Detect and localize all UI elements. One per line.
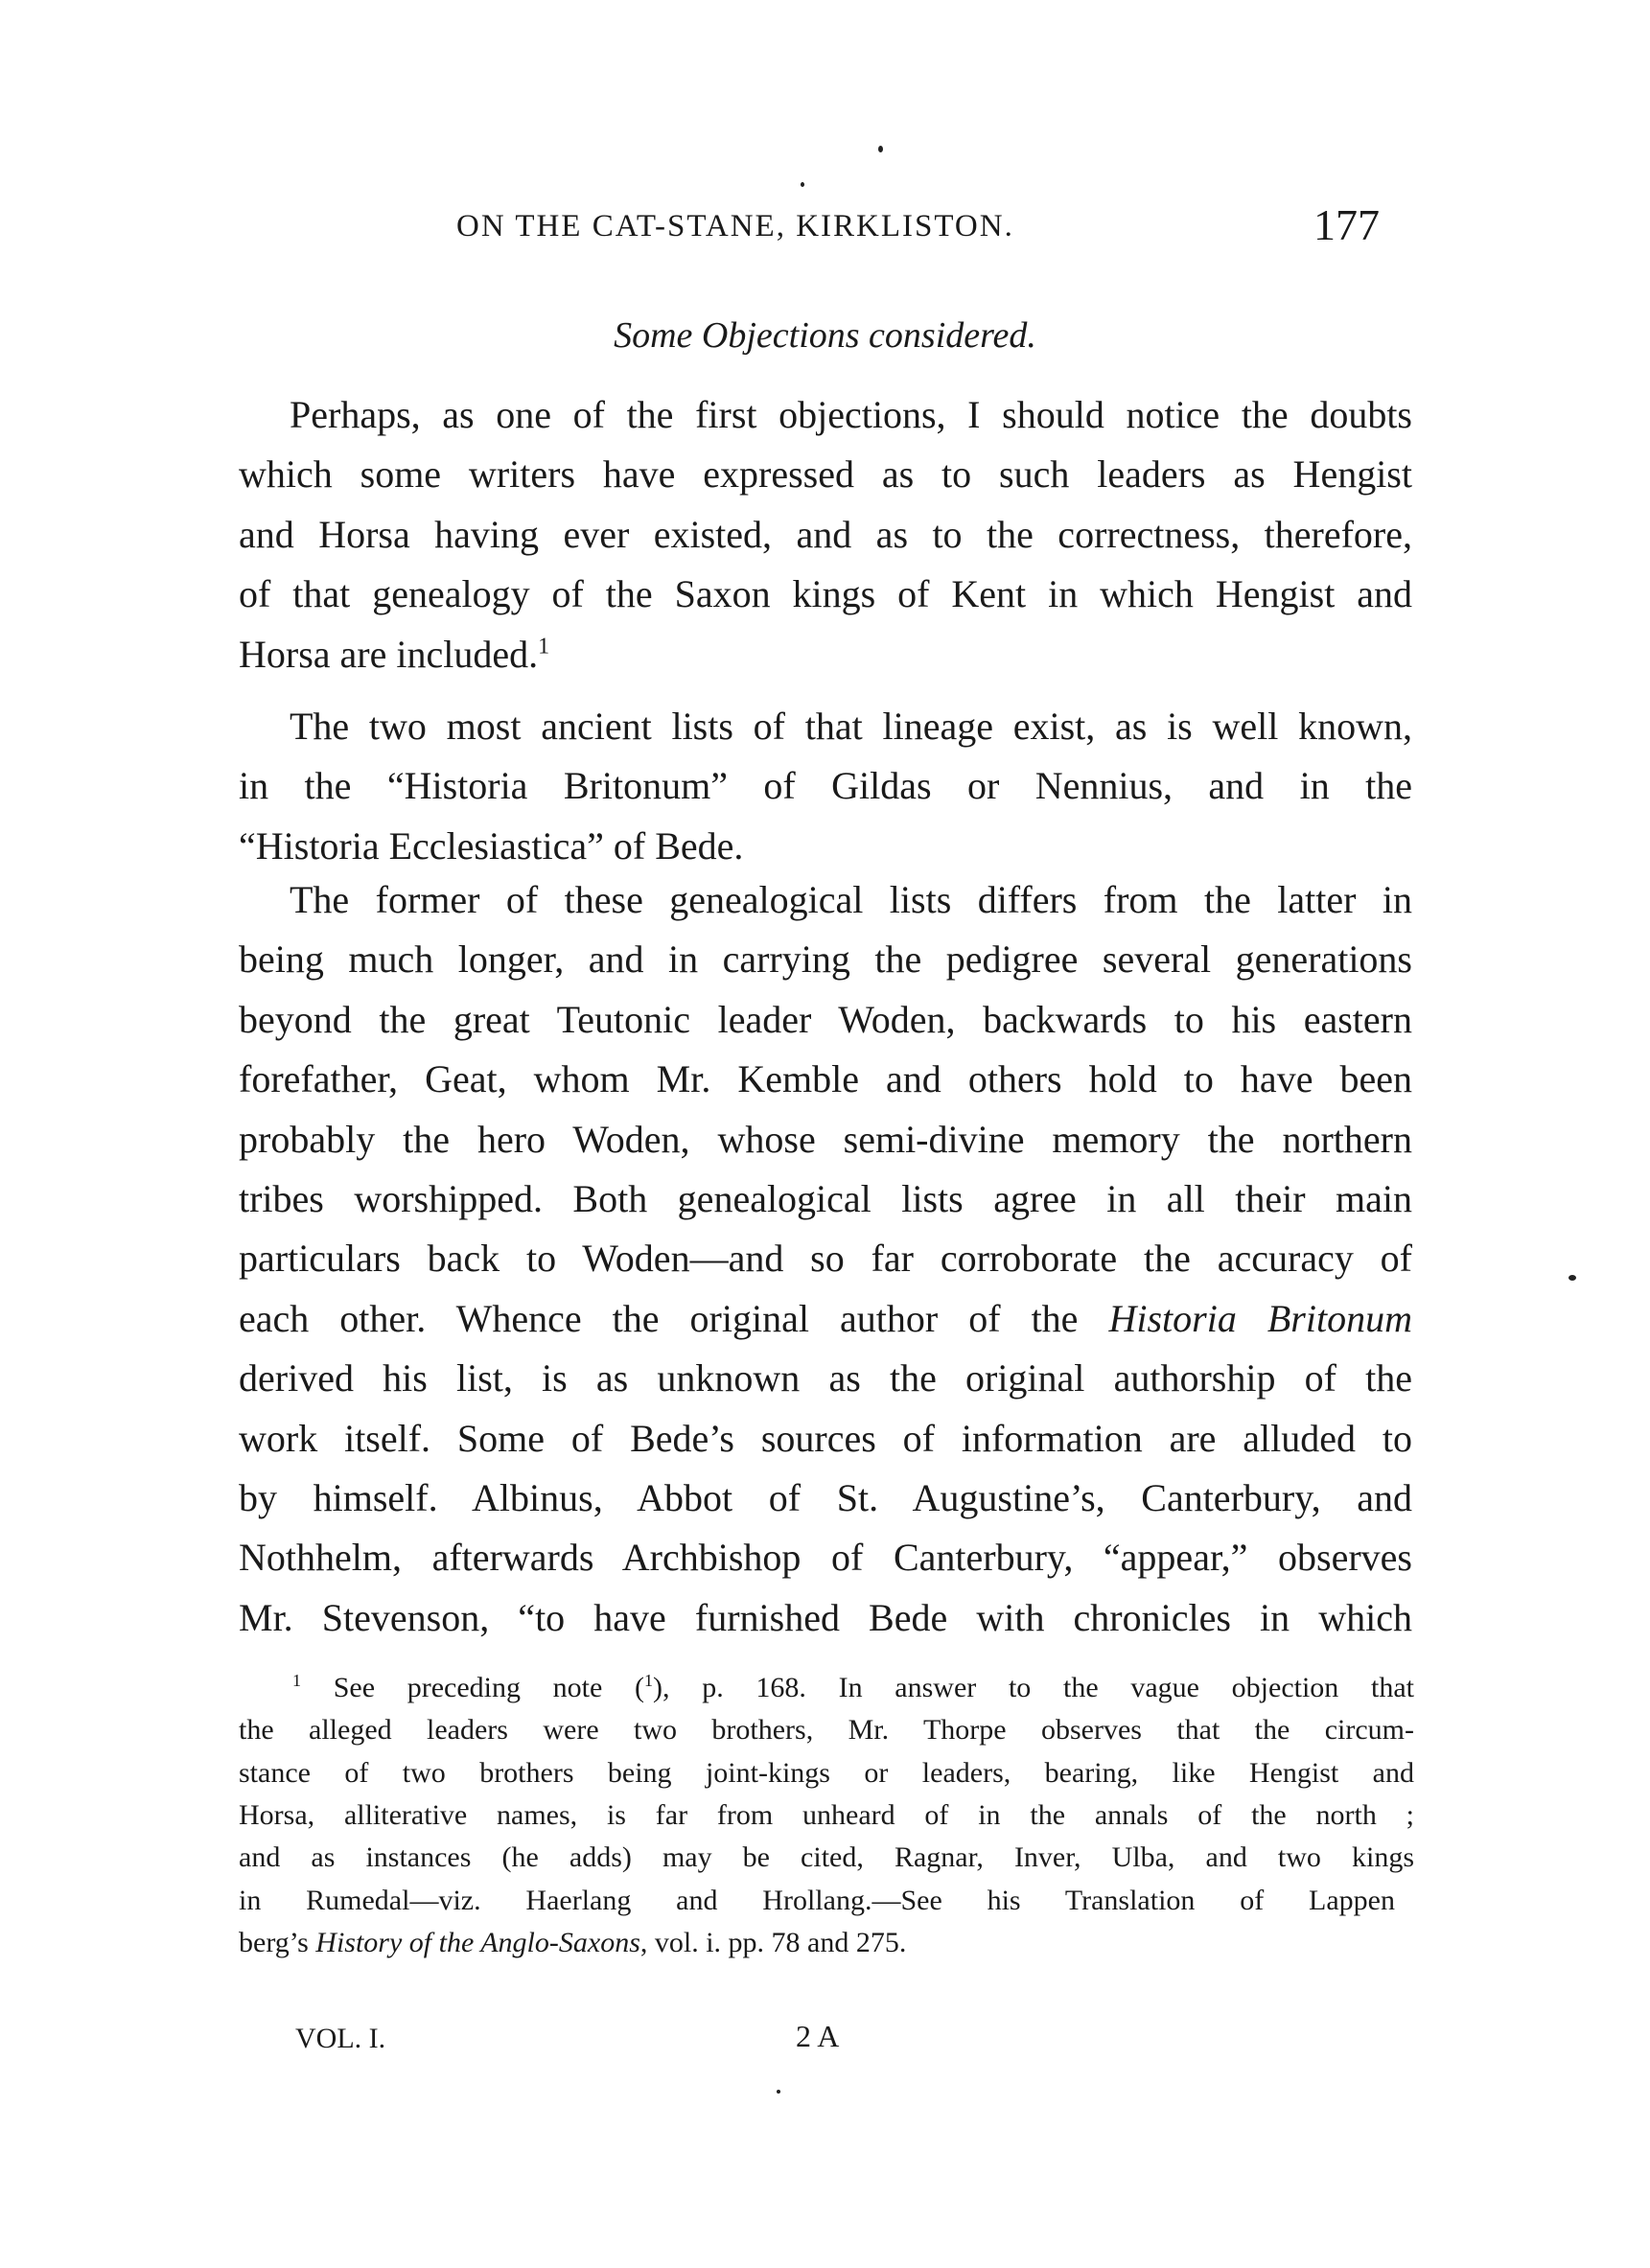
text-line [239,936,1412,984]
text-run: by himself. Albinus, Abbot of St. Augustine’s, Canterbury, and [239,1476,1412,1519]
text-line [239,1235,1412,1283]
text-run: ), p. 168. In answer to the vague objection that [653,1672,1414,1703]
scan-speck [777,2090,780,2094]
text-run: Nothhelm, afterwards Archbishop of Canterbury, “appear,” observes [239,1536,1412,1580]
text-line [290,876,1412,924]
text-line [290,703,1412,751]
text-run: Horsa, alliterative names, is far from unheard of in the annals of the north ; [239,1798,1414,1831]
footnote-line [239,1711,1414,1749]
text-run: in Rumedal—viz. Haerlang and Hrollang.—See his Translation of Lappen [239,1884,1395,1916]
text-run: The two most ancient lists of that lineage exist, as is well known, [290,705,1412,748]
text-run: being much longer, and in carrying the pedigree several generations [239,937,1412,982]
footnote-line [239,1754,1414,1793]
text-run: beyond the great Teutonic leader Woden, backwards to his eastern [239,997,1412,1041]
text-run: See preceding note ( [301,1672,645,1703]
volume-signature: VOL. I. [295,2023,386,2054]
text-run: , vol. i. pp. 78 and 275. [639,1926,907,1958]
text-run: work itself. Some of Bede’s sources of information are alluded to [239,1416,1412,1460]
text-run: “Historia Ecclesiastica” of Bede. [239,823,744,868]
text-run: particulars back to Woden—and so far corroborate the accuracy of [239,1237,1412,1281]
text-run: derived his list, is as unknown as the original authorship of the [239,1356,1412,1400]
text-run: forefather, Geat, whom Mr. Kemble and others hold to have been [239,1057,1412,1101]
text-run: of that genealogy of the Saxon kings of Kent in which Hengist and [239,572,1412,616]
text-line [239,996,1412,1044]
text-run: and Horsa having ever existed, and as to the correctness, therefore, [239,512,1412,556]
text-run: in the “Historia Britonum” of Gildas or Nennius, and in the [239,764,1412,808]
scan-speck [1569,1275,1576,1281]
italic-text: Historia Britonum [1108,1296,1412,1340]
text-run: each other. Whence the original author of the [239,1296,1109,1340]
text-run: the alleged leaders were two brothers, Mr. Thorpe observes that the circum- [239,1714,1414,1747]
text-run: probably the hero Woden, whose semi-divine memory the northern [239,1117,1412,1161]
text-run: and as instances (he adds) may be cited, Ragnar, Inver, Ulba, and two kings [239,1841,1414,1874]
text-line [239,1415,1412,1463]
text-line [239,451,1412,498]
footnote-line [292,1669,1414,1707]
page-number: 177 [1313,200,1380,249]
footnote-marker: 1 [644,1671,654,1690]
text-line [239,570,1412,618]
text-line [239,1594,1412,1642]
footnote-line [239,1924,1414,1962]
footnote-marker: 1 [538,634,550,660]
text-run: Perhaps, as one of the first objections, I should notice the doubts [290,393,1412,436]
scan-speck [878,146,883,152]
footnote-marker: 1 [292,1671,301,1690]
text-line [239,1295,1412,1343]
text-line [239,822,1412,870]
text-line [239,631,1412,679]
text-run: which some writers have expressed as to such leaders as Hengist [239,452,1412,497]
text-run: Horsa are included. [239,632,539,676]
italic-text: History of the Anglo-Saxons [315,1926,640,1958]
text-line [239,1474,1412,1522]
text-line [239,1055,1412,1103]
running-head-title: ON THE CAT-STANE, KIRKLISTON. [456,209,1014,243]
text-line [239,511,1412,559]
text-run: The former of these genealogical lists differs from the latter in [290,878,1412,921]
gathering-mark: 2 A [796,2019,840,2053]
scan-speck [801,182,804,187]
text-run: Mr. Stevenson, “to have furnished Bede with chronicles in which [239,1595,1412,1639]
footnote-line [239,1882,1395,1920]
text-line [290,391,1412,439]
text-line [239,1354,1412,1402]
text-line [239,1534,1412,1582]
text-line [239,762,1412,810]
text-line [239,1116,1412,1164]
text-run: tribes worshipped. Both genealogical lists agree in all their main [239,1177,1412,1220]
section-heading: Some Objections considered. [614,315,1036,356]
text-line [239,1175,1412,1223]
text-run: berg’s [239,1926,316,1958]
text-run: stance of two brothers being joint-kings or leaders, bearing, like Hengist and [239,1756,1414,1789]
footnote-line [239,1796,1414,1835]
footnote-line [239,1839,1414,1877]
